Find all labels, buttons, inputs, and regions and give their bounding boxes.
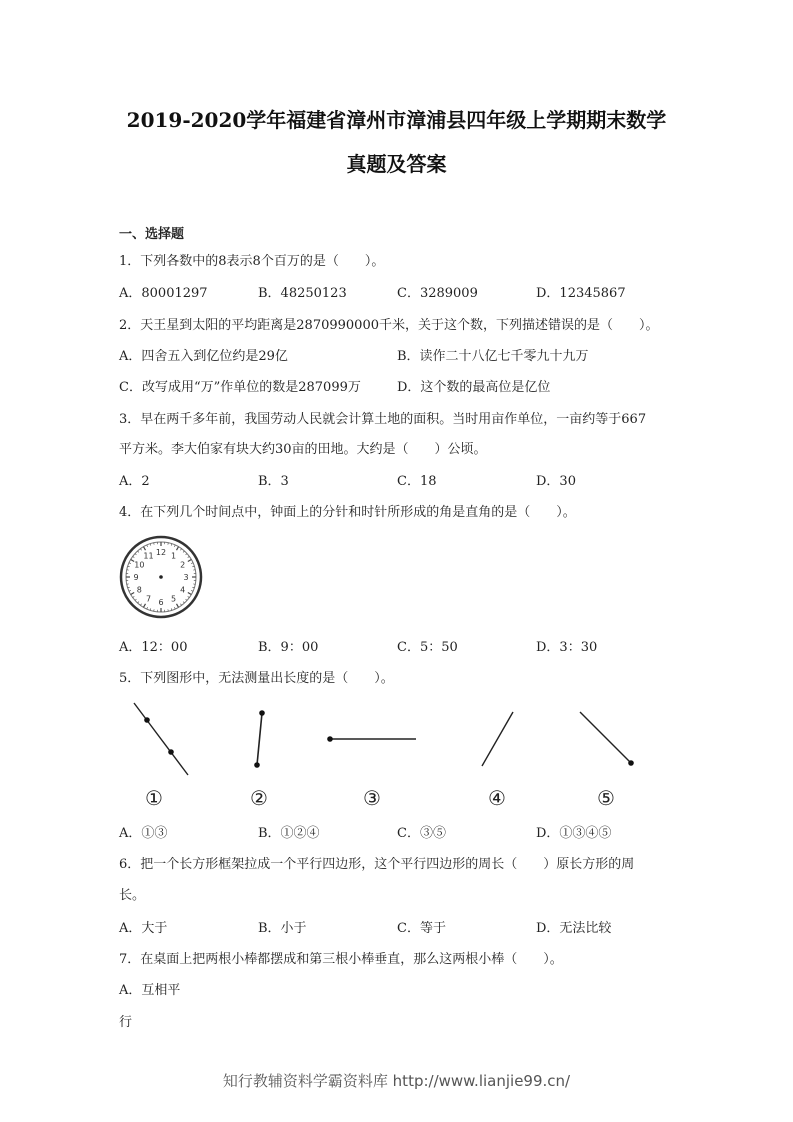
clock-minute-tick bbox=[186, 599, 187, 600]
q2-option-d: D．这个数的最高位是亿位 bbox=[397, 380, 551, 395]
page-title-line1: 2019-2020学年福建省漳州市漳浦县四年级上学期期末数学 bbox=[126, 108, 667, 132]
page-footer-watermark: 知行教辅资料学霸资料库 http://www.lianjie99.cn/ bbox=[222, 1072, 571, 1090]
q5-option-d: D．①③④⑤ bbox=[536, 826, 612, 841]
clock-minute-tick bbox=[133, 556, 135, 557]
clock-number: 12 bbox=[155, 548, 167, 557]
figure-2-segment bbox=[257, 713, 262, 765]
q6-option-a: A．大于 bbox=[119, 921, 168, 936]
q7-option-a-line1: A．互相平 bbox=[119, 983, 181, 998]
figure-2-endpoint-a bbox=[259, 710, 265, 716]
clock-number: 10 bbox=[134, 560, 145, 570]
q3-option-a: A．2 bbox=[119, 474, 150, 489]
clock-minute-tick bbox=[180, 549, 181, 551]
figure-label-5: ⑤ bbox=[597, 786, 615, 810]
figure-1-point-a bbox=[144, 717, 150, 723]
clock-number: 7 bbox=[145, 594, 152, 604]
clock-minute-tick bbox=[140, 604, 141, 606]
q7-stem: 7．在桌面上把两根小棒都摆成和第三根小棒垂直，那么这两根小棒（ ）。 bbox=[119, 952, 563, 967]
figure-5-endpoint bbox=[628, 760, 634, 766]
q6-option-d: D．无法比较 bbox=[536, 921, 612, 936]
q7-option-a-line2: 行 bbox=[119, 1015, 133, 1030]
q4-option-b: B．9：00 bbox=[258, 640, 319, 655]
clock-hour-tick bbox=[131, 593, 134, 595]
q5-option-a: A．①③ bbox=[119, 826, 168, 841]
q4-option-c: C．5：50 bbox=[397, 640, 458, 655]
clock-minute-tick bbox=[129, 590, 131, 591]
clock-minute-tick bbox=[135, 599, 136, 600]
q2-option-a: A．四舍五入到亿位约是29亿 bbox=[119, 349, 288, 364]
q6-stem-line1: 6．把一个长方形框架拉成一个平行四边形，这个平行四边形的周长（ ）原长方形的周 bbox=[119, 857, 635, 872]
q1-option-c: C．3289009 bbox=[397, 286, 478, 301]
clock-center-dot bbox=[159, 575, 163, 579]
clock-number: 3 bbox=[183, 573, 189, 582]
clock-minute-tick bbox=[133, 596, 135, 597]
clock-hour-tick bbox=[144, 547, 146, 550]
q4-option-d: D．3：30 bbox=[536, 640, 598, 655]
figure-1-line bbox=[134, 703, 188, 775]
figure-3-endpoint bbox=[327, 736, 333, 742]
clock-minute-tick bbox=[188, 596, 190, 597]
clock-minute-tick bbox=[147, 545, 148, 547]
clock-number: 1 bbox=[170, 551, 177, 561]
figure-2-endpoint-b bbox=[254, 762, 260, 768]
clock-minute-tick bbox=[174, 545, 175, 547]
q1-option-a: A．80001297 bbox=[119, 286, 208, 301]
clock-minute-tick bbox=[140, 549, 141, 551]
q2-stem: 2．天王星到太阳的平均距离是2870990000千米，关于这个数，下列描述错误的是（ ）。 bbox=[119, 318, 659, 333]
clock-minute-tick bbox=[183, 551, 184, 552]
q6-option-c: C．等于 bbox=[397, 921, 446, 936]
clock-hour-tick bbox=[188, 593, 191, 595]
clock-number: 4 bbox=[180, 585, 186, 595]
figure-label-2: ② bbox=[250, 786, 268, 810]
figure-5-ray bbox=[580, 712, 631, 763]
clock-minute-tick bbox=[188, 556, 190, 557]
figure-4-line bbox=[482, 712, 513, 766]
clock-minute-tick bbox=[191, 590, 193, 591]
figure-label-4: ④ bbox=[488, 786, 506, 810]
q3-option-d: D．30 bbox=[536, 474, 576, 489]
clock-hour-tick bbox=[177, 547, 179, 550]
q5-stem: 5．下列图形中，无法测量出长度的是（ ）。 bbox=[119, 671, 394, 686]
clock-number: 9 bbox=[133, 573, 139, 582]
clock-number: 5 bbox=[170, 594, 177, 604]
q6-stem-line2: 长。 bbox=[119, 888, 146, 903]
q1-stem: 1．下列各数中的8表示8个百万的是（ ）。 bbox=[119, 254, 385, 269]
clock-minute-tick bbox=[183, 602, 184, 603]
page-title-line2: 真题及答案 bbox=[346, 152, 447, 176]
clock-number: 11 bbox=[143, 551, 154, 561]
q3-stem-line2: 平方米。李大伯家有块大约30亩的田地。大约是（ ）公顷。 bbox=[119, 442, 487, 457]
q3-option-b: B．3 bbox=[258, 474, 289, 489]
q1-option-d: D．12345867 bbox=[536, 286, 626, 301]
clock-hour-tick bbox=[188, 560, 191, 562]
q2-option-c: C．改写成用“万”作单位的数是287099万 bbox=[119, 380, 361, 395]
q5-option-c: C．③⑤ bbox=[397, 826, 446, 841]
clock-hour-tick bbox=[177, 604, 179, 607]
clock-minute-tick bbox=[129, 563, 131, 564]
clock-hour-tick bbox=[144, 604, 146, 607]
q6-option-b: B．小于 bbox=[258, 921, 307, 936]
clock-number: 2 bbox=[180, 560, 186, 570]
clock-minute-tick bbox=[138, 602, 139, 603]
q4-option-a: A．12：00 bbox=[119, 640, 188, 655]
clock-minute-tick bbox=[135, 554, 136, 555]
q3-stem-line1: 3．早在两千多年前，我国劳动人民就会计算土地的面积。当时用亩作单位，一亩约等于667 bbox=[119, 412, 647, 427]
clock-minute-tick bbox=[186, 554, 187, 555]
q4-stem: 4．在下列几个时间点中，钟面上的分针和时针所形成的角是直角的是（ ）。 bbox=[119, 505, 576, 520]
clock-minute-tick bbox=[180, 604, 181, 606]
clock-minute-tick bbox=[174, 607, 175, 609]
figure-1-point-b bbox=[168, 749, 174, 755]
clock-number: 8 bbox=[136, 585, 142, 595]
figure-label-3: ③ bbox=[363, 786, 381, 810]
line-figures bbox=[0, 695, 793, 785]
figure-label-1: ① bbox=[145, 786, 163, 810]
q5-option-b: B．①②④ bbox=[258, 826, 320, 841]
clock-number: 6 bbox=[158, 598, 164, 607]
clock-minute-tick bbox=[191, 563, 193, 564]
q3-option-c: C．18 bbox=[397, 474, 437, 489]
section-heading-choice: 一、选择题 bbox=[119, 227, 185, 242]
clock-minute-tick bbox=[138, 551, 139, 552]
q2-option-b: B．读作二十八亿七千零九十九万 bbox=[397, 349, 589, 364]
clock-minute-tick bbox=[147, 607, 148, 609]
q1-option-b: B．48250123 bbox=[258, 286, 347, 301]
clock-face-figure bbox=[119, 535, 203, 619]
